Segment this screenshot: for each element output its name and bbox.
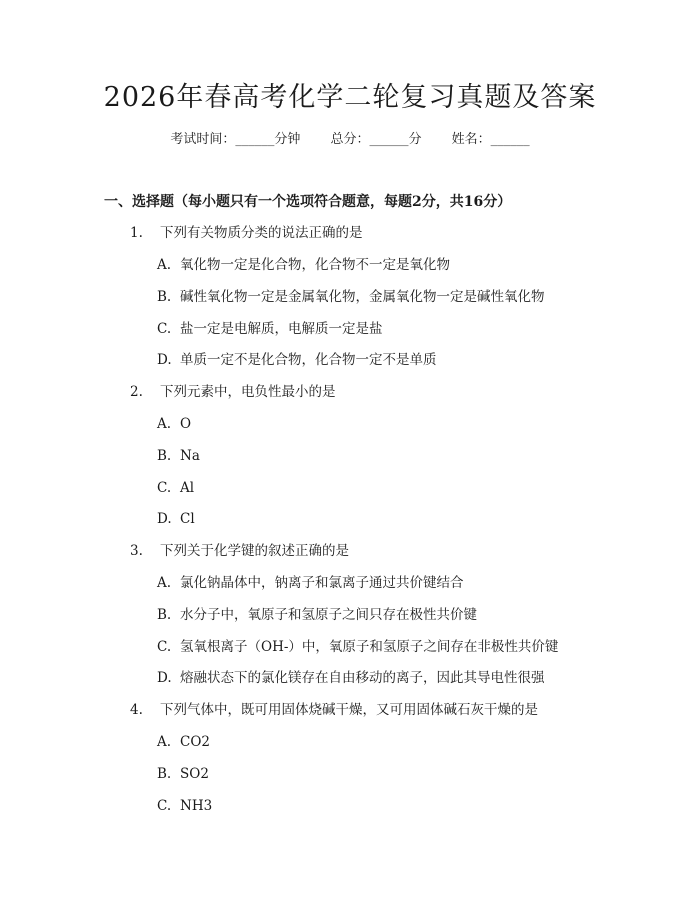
option-letter: B. (157, 289, 172, 305)
question-text: 下列气体中，既可用固体烧碱干燥，又可用固体碱石灰干燥的是 (160, 702, 538, 718)
page-title: 2026年春高考化学二轮复习真题及答案 (103, 82, 597, 113)
question-text: 下列元素中，电负性最小的是 (160, 384, 336, 400)
exam-time-label: 考试时间： (170, 132, 236, 147)
option-letter: C. (157, 321, 172, 337)
option-text: 氢氧根离子（OH-）中，氧原子和氢原子之间存在非极性共价键 (180, 639, 559, 655)
option-text: Al (180, 480, 195, 496)
option-text: 水分子中，氧原子和氢原子之间只存在极性共价键 (180, 607, 477, 623)
exam-time-field (170, 130, 300, 150)
option-text: 氯化钠晶体中，钠离子和氯离子通过共价键结合 (180, 575, 464, 591)
student-name-field (452, 130, 530, 150)
option-text: 碱性氧化物一定是金属氧化物，金属氧化物一定是碱性氧化物 (180, 289, 545, 305)
option-text: NH3 (180, 798, 213, 814)
option-letter: A. (157, 257, 172, 273)
option-text: 熔融状态下的氯化镁存在自由移动的离子，因此其导电性很强 (180, 670, 545, 686)
option-letter: B. (157, 607, 172, 623)
option-text: 氧化物一定是化合物，化合物不一定是氧化物 (180, 257, 450, 273)
option-text: 单质一定不是化合物，化合物一定不是单质 (180, 352, 437, 368)
option-text: O (180, 416, 192, 432)
total-score-unit: 分 (408, 132, 422, 147)
question-number: 2. (130, 384, 143, 400)
option-text: 盐一定是电解质，电解质一定是盐 (180, 321, 383, 337)
option-text: Na (180, 448, 200, 464)
option-text: Cl (180, 511, 195, 527)
total-score-field (330, 130, 421, 150)
option-letter: A. (157, 416, 172, 432)
question-number: 3. (130, 543, 143, 559)
exam-info-row (0, 130, 700, 150)
total-score-label: 总分： (330, 132, 370, 147)
option-letter: D. (157, 352, 172, 368)
total-score-blank: ______ (369, 132, 409, 147)
option-letter: B. (157, 448, 172, 464)
option-letter: D. (157, 511, 172, 527)
question-number: 1. (130, 225, 143, 241)
section-heading: 一、选择题（每小题只有一个选项符合题意，每题2分，共16分） (104, 194, 512, 210)
exam-time-blank: ______ (235, 132, 275, 147)
option-letter: B. (157, 766, 172, 782)
option-letter: C. (157, 480, 172, 496)
question-number: 4. (130, 702, 143, 718)
option-text: SO2 (180, 766, 209, 782)
option-letter: A. (157, 575, 172, 591)
question-text: 下列关于化学键的叙述正确的是 (160, 543, 349, 559)
option-letter: D. (157, 670, 172, 686)
option-text: CO2 (180, 734, 210, 750)
option-letter: C. (157, 639, 172, 655)
option-letter: C. (157, 798, 172, 814)
student-name-label: 姓名： (451, 132, 491, 147)
exam-time-unit: 分钟 (274, 132, 301, 147)
student-name-blank: ______ (490, 132, 530, 147)
option-letter: A. (157, 734, 172, 750)
question-text: 下列有关物质分类的说法正确的是 (160, 225, 363, 241)
